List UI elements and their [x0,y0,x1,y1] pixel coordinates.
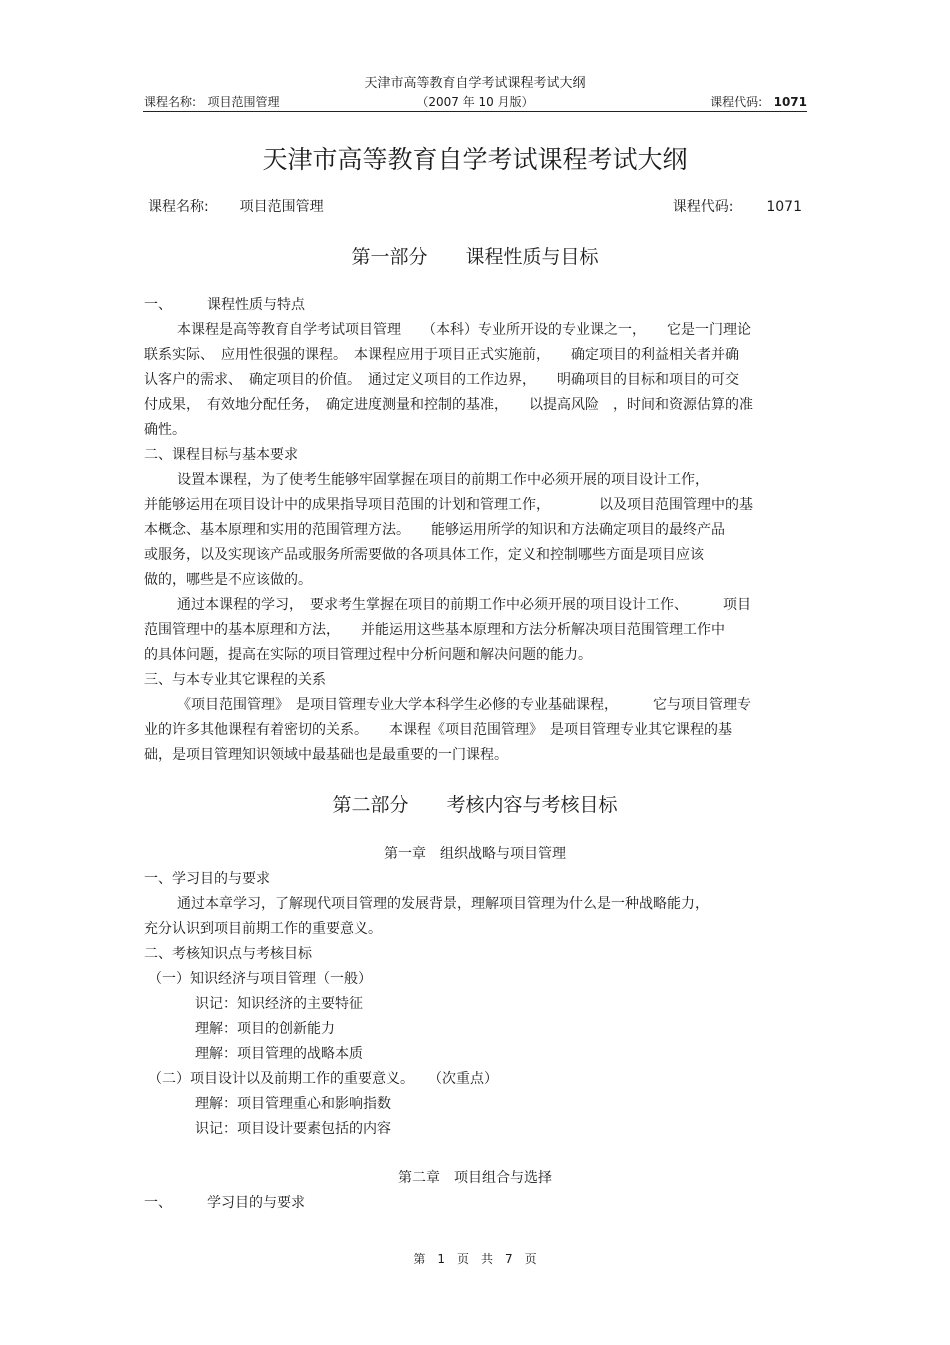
section-heading: 一、 课程性质与特点 [144,297,305,313]
knowledge-point-heading: （二）项目设计以及前期工作的重要意义。 （次重点） [148,1071,498,1087]
paragraph-line: 通过本课程的学习， 要求考生掌握在项目的前期工作中必须开展的项目设计工作、 项目 [177,597,751,613]
running-header-course-label: 课程名称: [144,95,197,109]
course-code-label: 课程代码: [672,199,734,215]
list-item: 识记：项目设计要素包括的内容 [195,1121,391,1137]
paragraph-line: 付成果， 有效地分配任务， 确定进度测量和控制的基准， 以提高风险 ，时间和资源估算的准 [144,397,753,413]
paragraph-line: 设置本课程，为了使考生能够牢固掌握在项目的前期工作中必须开展的项目设计工作， [177,472,709,488]
section-heading: 一、 学习目的与要求 [144,1195,305,1211]
document-title: 天津市高等教育自学考试课程考试大纲 [262,145,688,174]
running-header-course-name: 项目范围管理 [207,95,280,109]
page-number: 第 1 页 共 7 页 [413,1252,537,1266]
chapter-heading: 第一章 组织战略与项目管理 [384,846,566,862]
course-code-row [673,196,802,216]
part1-heading: 第一部分 课程性质与目标 [351,246,599,268]
running-header-edition: （2007 年 10 月版） [416,95,534,109]
paragraph-line: 联系实际、 应用性很强的课程。 本课程应用于项目正式实施前， 确定项目的利益相关者并确 [144,347,739,363]
paragraph-line: 础，是项目管理知识领域中最基础也是最重要的一门课程。 [144,747,508,763]
paragraph-line: 本概念、基本原理和实用的范围管理方法。 能够运用所学的知识和方法确定项目的最终产品 [144,522,725,538]
running-header-code [710,93,807,110]
paragraph-line: 的具体问题，提高在实际的项目管理过程中分析问题和解决问题的能力。 [144,647,592,663]
paragraph-line: 并能够运用在项目设计中的成果指导项目范围的计划和管理工作， 以及项目范围管理中的基 [144,497,753,513]
course-name-row [148,196,324,216]
paragraph-line: 业的许多其他课程有着密切的关系。 本课程《项目范围管理》 是项目管理专业其它课程的基 [144,722,732,738]
paragraph-line: 本课程是高等教育自学考试项目管理 （本科）专业所开设的专业课之一， 它是一门理论 [177,322,751,338]
section-heading: 二、课程目标与基本要求 [144,447,298,463]
section-heading: 二、考核知识点与考核目标 [144,946,312,962]
knowledge-point-heading: （一）知识经济与项目管理（一般） [148,971,372,987]
section-heading: 三、与本专业其它课程的关系 [144,672,326,688]
paragraph-line: 范围管理中的基本原理和方法， 并能运用这些基本原理和方法分析解决项目范围管理工作中 [144,622,725,638]
course-name-value: 项目范围管理 [239,199,324,215]
paragraph-line: 充分认识到项目前期工作的重要意义。 [144,921,382,937]
chapter-heading: 第二章 项目组合与选择 [398,1170,552,1186]
paragraph-line: 《项目范围管理》 是项目管理专业大学本科学生必修的专业基础课程， 它与项目管理专 [177,697,751,713]
part2-heading: 第二部分 考核内容与考核目标 [332,794,618,816]
paragraph-line: 通过本章学习，了解现代项目管理的发展背景，理解项目管理为什么是一种战略能力， [177,896,709,912]
paragraph-line: 认客户的需求、 确定项目的价值。 通过定义项目的工作边界， 明确项目的目标和项目的可交 [144,372,739,388]
section-heading: 一、学习目的与要求 [144,871,270,887]
header-divider [143,111,807,112]
course-name-label: 课程名称: [148,199,209,215]
list-item: 理解：项目管理重心和影响指数 [195,1096,391,1112]
paragraph-line: 或服务，以及实现该产品或服务所需要做的各项具体工作，定义和控制哪些方面是项目应该 [144,547,704,563]
running-header-title: 天津市高等教育自学考试课程考试大纲 [364,76,586,91]
paragraph-line: 做的，哪些是不应该做的。 [144,572,312,588]
list-item: 识记：知识经济的主要特征 [195,996,363,1012]
running-header-code-value: 1071 [773,95,807,109]
running-header-code-label: 课程代码: [710,95,763,109]
list-item: 理解：项目管理的战略本质 [195,1046,363,1062]
paragraph-line: 确性。 [144,422,186,438]
course-code-value: 1071 [766,199,802,215]
list-item: 理解：项目的创新能力 [195,1021,335,1037]
